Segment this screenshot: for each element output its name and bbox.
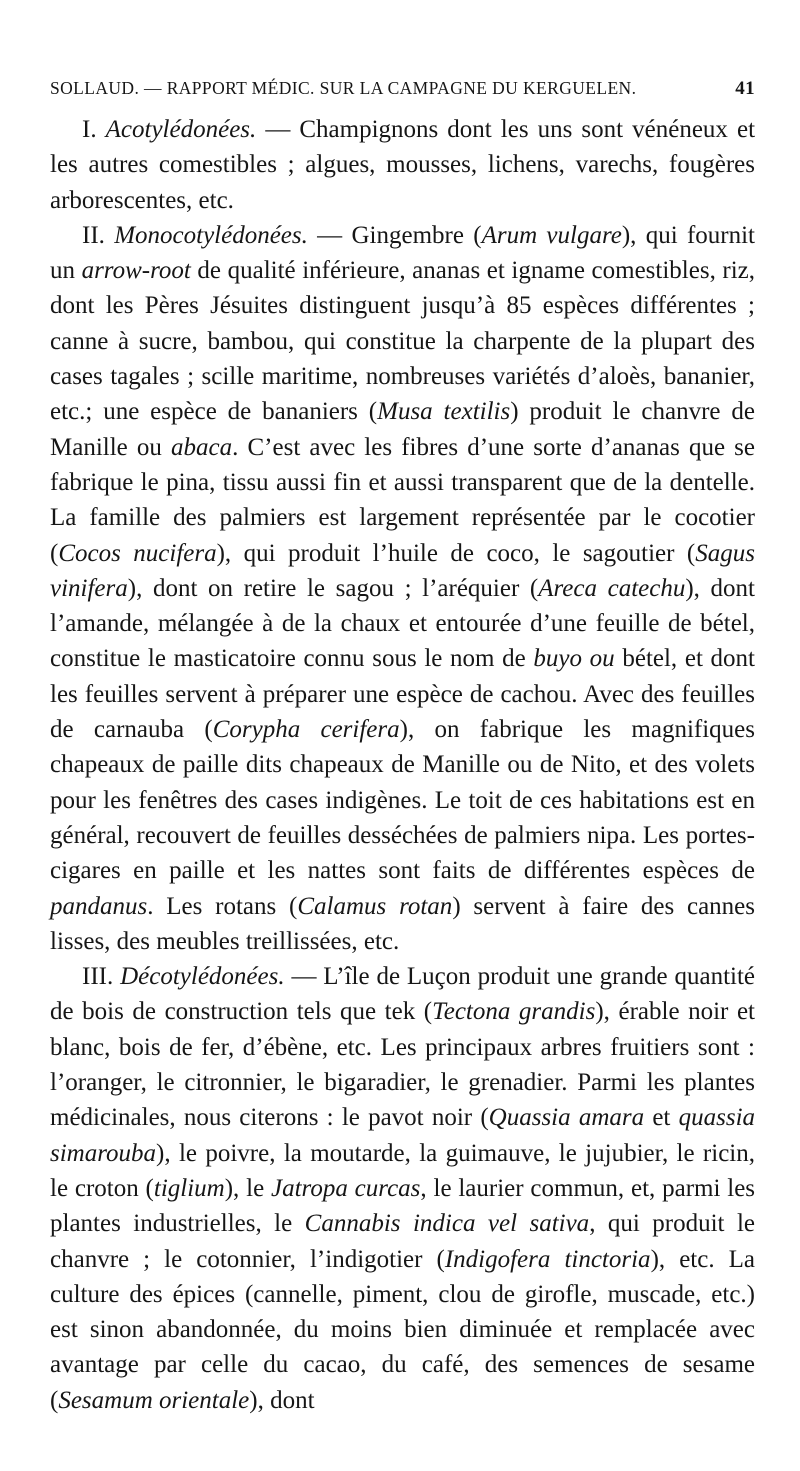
italic-term: Areca catechu	[538, 574, 686, 602]
italic-term: arrow-root	[81, 257, 191, 285]
paragraph-content	[50, 963, 755, 1414]
text-run: . C’est avec les fibres d’une sorte d’ananas que se fabrique le pina, tissu aussi fin et aussi transparent que de la dentelle. La famille des palmiers est largement représentée par le cocotier (	[50, 433, 755, 567]
text-run: ), dont	[249, 1386, 315, 1414]
text-run: ), le	[224, 1174, 272, 1202]
text-run: ), qui fournit un	[50, 221, 756, 285]
italic-term: Quassia amara	[488, 1104, 645, 1132]
text-run: — Gingembre (	[307, 221, 482, 249]
document-page	[50, 78, 755, 1418]
italic-term: Cocos nucifera	[58, 539, 217, 567]
italic-term: Calamus rotan	[297, 892, 453, 920]
paragraph-monocotyledonees	[50, 218, 755, 959]
italic-term: abaca	[171, 433, 233, 461]
italic-term: Sesamum orientale	[58, 1386, 250, 1414]
text-run: ), érable noir et blanc, bois de fer, d’ébène, etc. Les principaux arbres fruitiers sont : l’oranger, le citronnier, le bigaradier, le grenadier. Parmi les plantes médicinales, nous citerons : le pavot noir (	[50, 998, 755, 1132]
text-run: ), dont on retire le sagou ; l’aréquier (	[127, 574, 539, 602]
paragraph-acotyledonees	[50, 112, 755, 218]
italic-term: Indigofera tinctoria	[444, 1245, 651, 1273]
paragraph-label: I.	[82, 116, 97, 143]
italic-term: Corypha cerifera	[212, 716, 400, 744]
page-number: 41	[735, 78, 755, 99]
italic-term: Jatropa curcas	[271, 1174, 421, 1202]
text-run: — L’île de Luçon produit une grande quantité de bois de construction tels que tek (	[50, 963, 755, 1026]
running-header	[50, 78, 755, 112]
italic-term: buyo ou	[533, 645, 615, 673]
italic-term: Arum vulgare	[481, 221, 622, 249]
running-title: SOLLAUD. — RAPPORT MÉDIC. SUR LA CAMPAGNE DU KERGUELEN.	[50, 78, 637, 98]
italic-term: Acotylédonées.	[105, 116, 257, 143]
text-run: ), dont l’amande, mélangée à de la chaux et entourée d’une feuille de bétel, constitue le masticatoire connu sous le nom de	[50, 574, 755, 673]
text-run: bétel, et dont les feuilles servent à préparer une espèce de cachou. Avec des feuilles de carnauba (	[50, 645, 755, 744]
text-run: — Champignons dont les uns sont vénéneux et les autres comestibles ; algues, mousses, lichens, varechs, fougères arborescentes, etc.	[50, 116, 756, 214]
text-run: ) servent à faire des cannes lisses, des meubles treillissées, etc.	[50, 892, 755, 955]
italic-term: Cannabis indica vel sativa	[304, 1210, 590, 1238]
text-run: , qui produit le chanvre ; le cotonnier, l’indigotier (	[50, 1210, 755, 1273]
paragraph-content	[50, 116, 755, 214]
text-run: ), qui produit l’huile de coco, le sagoutier (	[216, 539, 696, 567]
italic-term: Musa textilis	[377, 398, 511, 426]
text-run: . Les rotans (	[147, 892, 298, 920]
text-run: ), etc. La culture des épices (cannelle, piment, clou de girofle, muscade, etc.) est sinon abandonnée, du moins bien diminuée et remplacée avec avantage par celle du cacao, du café, des semences de sesame (	[50, 1245, 756, 1414]
paragraph-label: II.	[82, 221, 105, 249]
paragraph-content	[50, 222, 755, 955]
italic-term: Monocotylédonées.	[114, 221, 308, 249]
italic-term: pandanus	[50, 892, 148, 920]
text-run: de qualité inférieure, ananas et igname comestibles, riz, dont les Pères Jésuites distinguent jusqu’à 85 espèces différentes ; canne à sucre, bambou, qui constitue la charpente de la plupart des cases tagales ; scille maritime, nombreuses variétés d’aloès, bananier, etc.; une espèce de bananiers (	[50, 257, 756, 426]
body-text	[50, 112, 755, 1418]
italic-term: quassia simarouba	[50, 1104, 756, 1167]
italic-term: Tectona grandis	[432, 998, 596, 1026]
text-run: ), le poivre, la moutarde, la guimauve, le jujubier, le ricin, le croton (	[50, 1139, 755, 1202]
text-run: ) produit le chanvre de Manille ou	[50, 398, 755, 461]
text-run: ), on fabrique les magnifiques chapeaux de paille dits chapeaux de Manille ou de Nito, et des volets pour les fenêtres des cases indigènes. Le toit de ces habitations est en général, recouvert de feuilles desséchées de palmiers nipa. Les portes-cigares en paille et les nattes sont faits de différentes espèces de	[50, 716, 756, 885]
paragraph-decotyledonees	[50, 959, 755, 1418]
italic-term: tiglium	[153, 1174, 225, 1202]
text-run: et	[644, 1104, 679, 1132]
text-run: , le laurier commun, et, parmi les plantes industrielles, le	[50, 1174, 756, 1238]
italic-term: Sagus vinifera	[50, 539, 755, 602]
italic-term: Décotylédonées.	[120, 963, 285, 991]
paragraph-label: III.	[82, 963, 114, 991]
